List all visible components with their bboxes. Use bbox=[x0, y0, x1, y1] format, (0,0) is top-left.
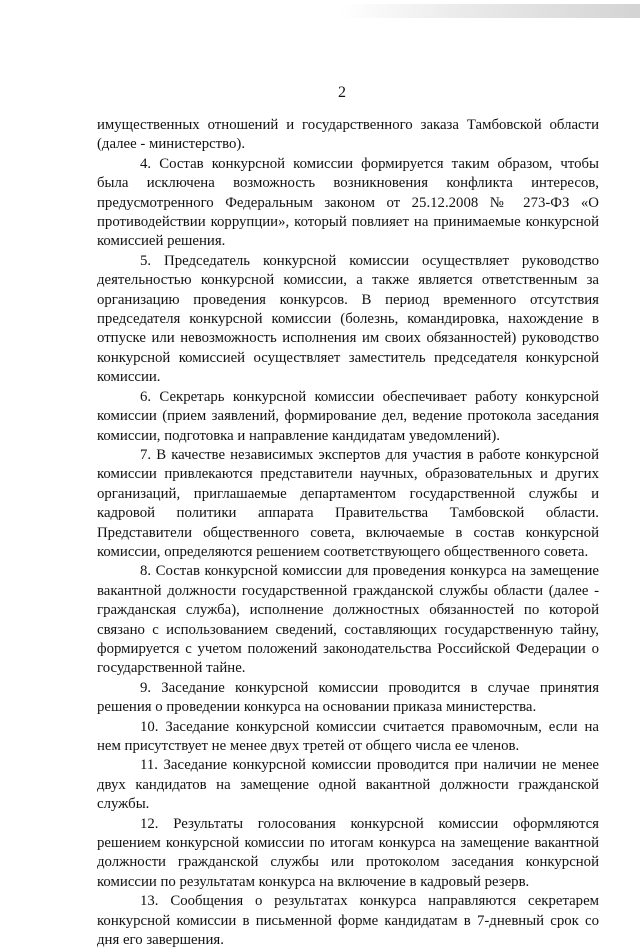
paragraph-item-7: 7. В качестве независимых экспертов для участия в работе конкурсной комиссии привлекаются представители научных, образовательных и других организаций, приглашаемые департаментом государственной службы и кадровой политики аппарата Правительства Тамбовской области. Представители общественного совета, включаемые в состав конкурсной комиссии, определяются решением соответствующего общественного совета. bbox=[97, 446, 599, 560]
paragraph-item-6: 6. Секретарь конкурсной комиссии обеспечивает работу конкурсной комиссии (прием заявлений, формирование дел, ведение протокола заседания комиссии, подготовка и направление кандидатам уведомлений). bbox=[97, 388, 599, 444]
paragraph-item-5: 5. Председатель конкурсной комиссии осуществляет руководство деятельностью конкурсной комиссии, а также является ответственным за организацию проведения конкурсов. В период временного отсутствия председателя конкурсной комиссии (болезнь, командировка, нахождение в отпуске или невозможность исполнения им своих обязанностей) руководство конкурсной комиссией осуществляет заместитель председателя конкурсной комиссии. bbox=[97, 252, 599, 386]
paragraph-continuation: имущественных отношений и государственного заказа Тамбовской области (далее - министерство). bbox=[97, 117, 599, 153]
paragraph-item-12: 12. Результаты голосования конкурсной комиссии оформляются решением конкурсной комиссии по итогам конкурса на замещение вакантной должности гражданской службы или протоколом заседания конкурсной комиссии по результатам конкурса на включение в кадровый резерв. bbox=[97, 815, 599, 890]
scan-artifact bbox=[340, 4, 640, 18]
paragraph-item-13: 13. Сообщения о результатах конкурса направляются секретарем конкурсной комиссии в письменной форме кандидатам в 7-дневный срок со дня его завершения. bbox=[97, 893, 599, 949]
page-number: 2 bbox=[338, 84, 346, 101]
paragraph-item-10: 10. Заседание конкурсной комиссии считается правомочным, если на нем присутствует не менее двух третей от общего числа ее членов. bbox=[97, 718, 599, 754]
document-body bbox=[97, 116, 599, 950]
paragraph-item-9: 9. Заседание конкурсной комиссии проводится в случае принятия решения о проведении конкурса на основании приказа министерства. bbox=[97, 679, 599, 716]
paragraph-item-8: 8. Состав конкурсной комиссии для проведения конкурса на замещение вакантной должности государственной гражданской службы области (далее - гражданская служба), исполнение должностных обязанностей по которой связано с использованием сведений, составляющих государственную тайну, формируется с учетом положений законодательства Российской Федерации о государственной тайне. bbox=[97, 563, 599, 677]
paragraph-item-11: 11. Заседание конкурсной комиссии проводится при наличии не менее двух кандидатов на замещение одной вакантной должности гражданской службы. bbox=[97, 757, 599, 813]
paragraph-item-4: 4. Состав конкурсной комиссии формируется таким образом, чтобы была исключена возможность возникновения конфликта интересов, предусмотренного Федеральным законом от 25.12.2008 № 273-ФЗ «О противодействии коррупции», который повлияет на принимаемые конкурсной комиссией решения. bbox=[97, 155, 599, 250]
